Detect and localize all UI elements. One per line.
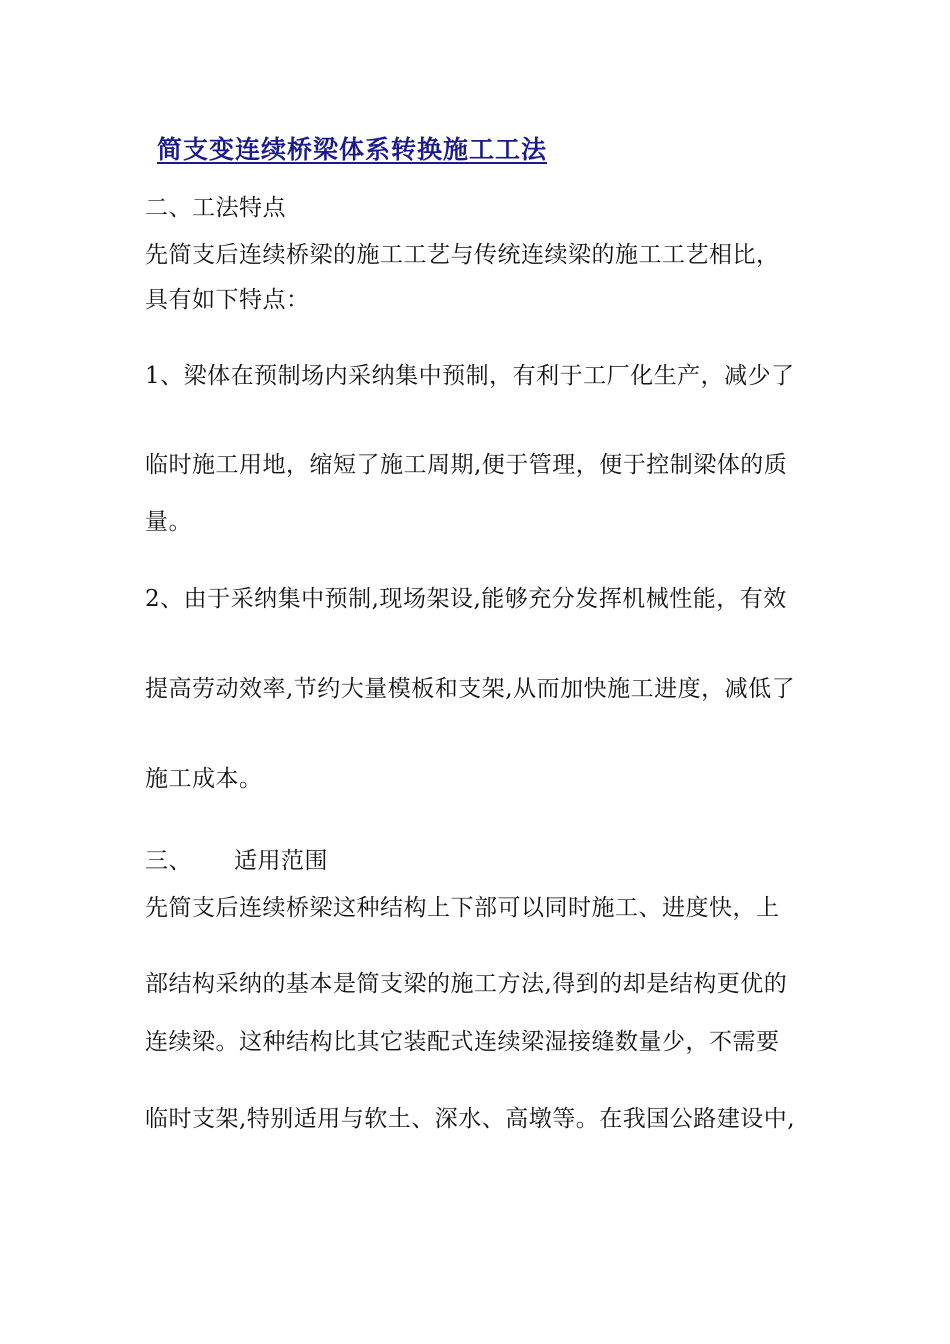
feature-item-2-line-1: 2、由于采纳集中预制,现场架设,能够充分发挥机械性能，有效 xyxy=(145,586,787,612)
section-heading-scope-number: 三、 xyxy=(145,848,192,874)
feature-item-1-line-1: 1、梁体在预制场内采纳集中预制，有利于工厂化生产，减少了 xyxy=(145,363,795,389)
document-title: 简支变连续桥梁体系转换施工工法 xyxy=(157,135,548,164)
scope-para-line-4: 临时支架,特别适用与软土、深水、高墩等。在我国公路建设中, xyxy=(145,1106,796,1132)
section-heading-features: 二、工法特点 xyxy=(145,195,286,221)
scope-para-line-2: 部结构采纳的基本是简支梁的施工方法,得到的却是结构更优的 xyxy=(145,971,788,997)
feature-item-1-line-3: 量。 xyxy=(145,509,192,535)
feature-item-2-line-2: 提高劳动效率,节约大量模板和支架,从而加快施工进度，减低了 xyxy=(145,676,796,702)
feature-item-1-line-2: 临时施工用地，缩短了施工周期,便于管理，便于控制梁体的质 xyxy=(145,452,788,478)
scope-para-line-1: 先简支后连续桥梁这种结构上下部可以同时施工、进度快，上 xyxy=(145,895,780,921)
section-heading-scope-text: 适用范围 xyxy=(234,848,328,874)
features-intro-line-2: 具有如下特点： xyxy=(145,287,310,313)
feature-item-2-line-3: 施工成本。 xyxy=(145,766,263,792)
scope-para-line-3: 连续梁。这种结构比其它装配式连续梁湿接缝数量少，不需要 xyxy=(145,1029,780,1055)
section-heading-scope xyxy=(145,846,328,876)
features-intro-line-1: 先简支后连续桥梁的施工工艺与传统连续梁的施工工艺相比， xyxy=(145,242,780,268)
